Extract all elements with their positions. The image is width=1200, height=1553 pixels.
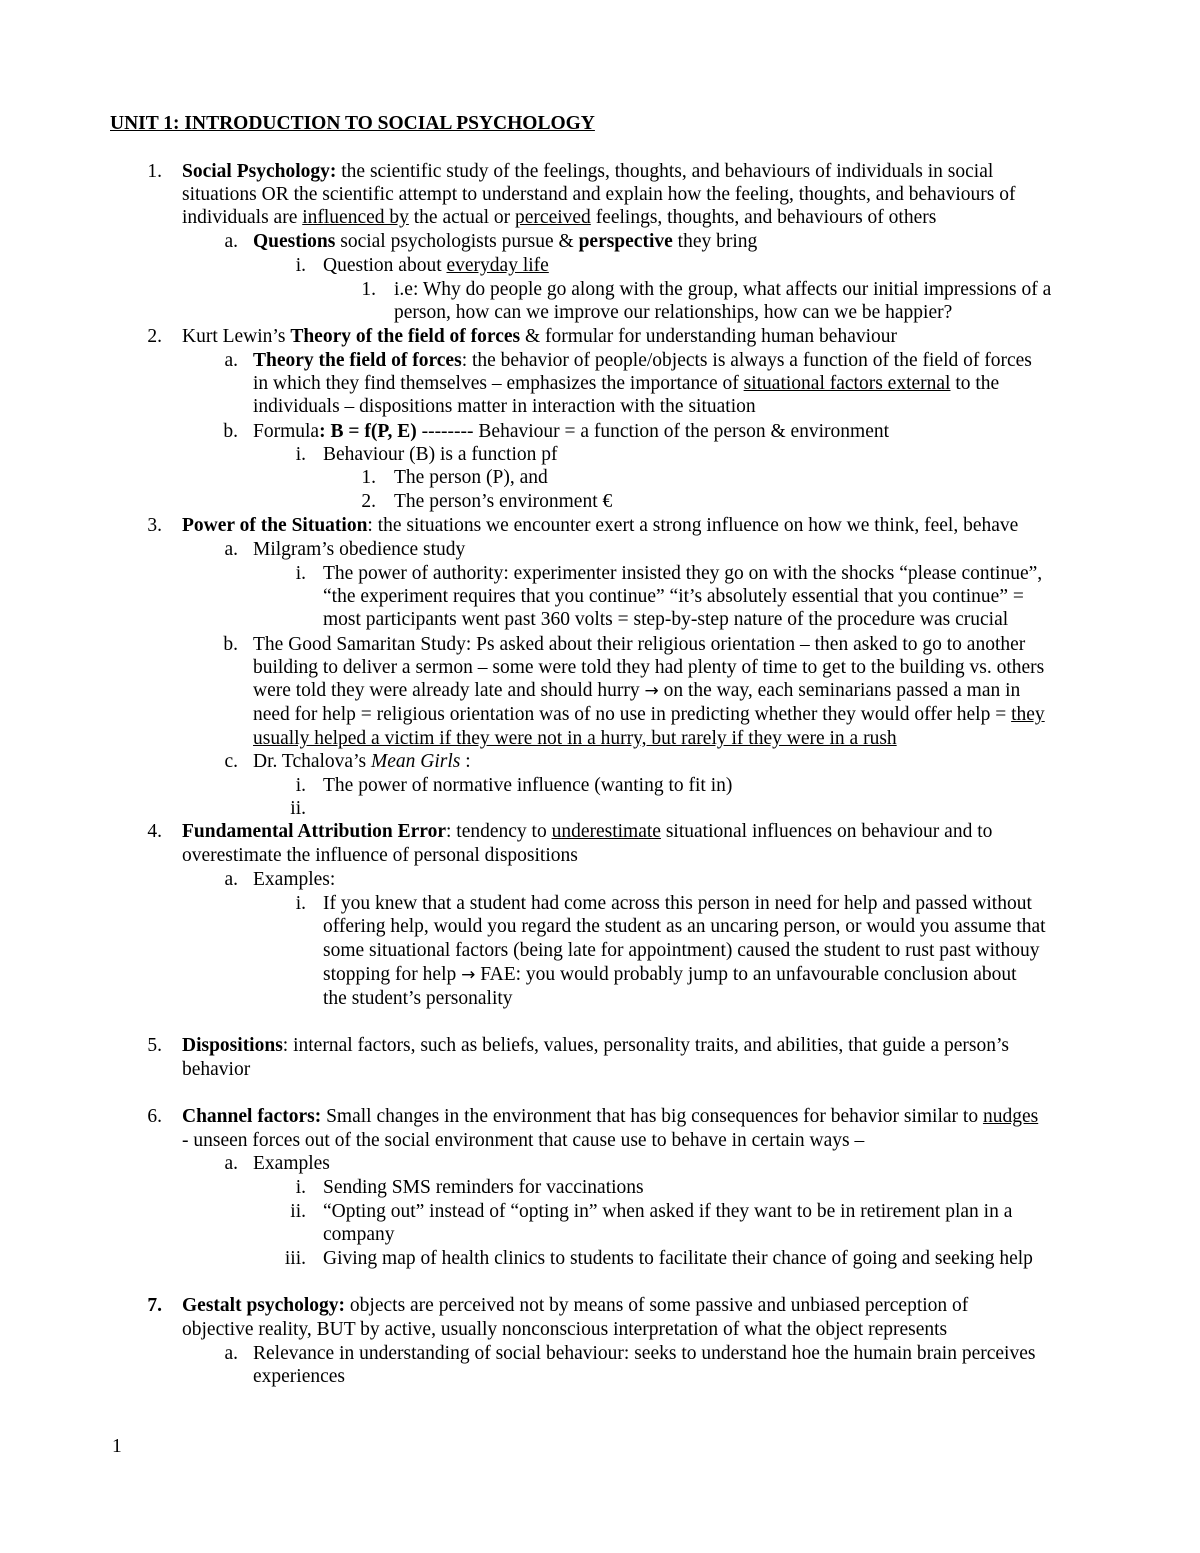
item-4ai-line-2: offering help, would you regard the student as an uncaring person, or would you assume that (323, 916, 1046, 937)
item-3b-line-2: building to deliver a sermon – some were told they had plenty of time to get to the building vs. others (253, 657, 1045, 678)
text: Formula (253, 421, 320, 442)
item-1a-marker: a. (224, 231, 238, 252)
item-1-line-3 (182, 206, 936, 230)
item-6-number: 6. (147, 1106, 162, 1127)
item-3b-line-5: usually helped a victim if they were not in a hurry, but rarely if they were in a rush (253, 728, 897, 749)
underlined-text: they (1011, 704, 1045, 725)
text: were told they were already late and should hurry (253, 680, 645, 701)
text: Dr. Tchalova’s (253, 751, 371, 772)
item-2a-line-3: individuals – dispositions matter in interaction with the situation (253, 396, 756, 417)
item-6-line-1 (182, 1105, 1038, 1129)
right-arrow-icon: → (461, 965, 476, 985)
italic-text: Mean Girls (370, 751, 461, 772)
item-2bi2-text: The person’s environment € (394, 491, 613, 512)
item-3ai-line-2: “the experiment requires that you continue” “it’s absolutely essential that you continue” = (323, 586, 1024, 607)
bold-text: : B = f(P, E) (319, 421, 417, 442)
item-6a-marker: a. (224, 1153, 238, 1174)
item-2bi1-text: The person (P), and (394, 467, 548, 488)
item-7-number: 7. (147, 1295, 162, 1316)
item-1ai-text (323, 254, 549, 278)
underlined-text: underestimate (551, 821, 661, 842)
bold-text: Gestalt psychology: (182, 1295, 346, 1316)
bold-text: Questions (253, 231, 336, 252)
item-2bi-marker: i. (295, 444, 306, 465)
item-6ai-marker: i. (295, 1177, 306, 1198)
item-1a-text (253, 230, 757, 254)
text: FAE: you would probably jump to an unfavourable conclusion about (475, 964, 1017, 985)
item-3a-text: Milgram’s obedience study (253, 539, 466, 560)
text: Small changes in the environment that has big consequences for behavior similar to (321, 1106, 983, 1127)
item-3ai-line-1: The power of authority: experimenter insisted they go on with the shocks “please continue”, (323, 563, 1043, 584)
item-4ai-line-1: If you knew that a student had come across this person in need for help and passed without (323, 893, 1032, 914)
text: situational influences on behaviour and to (660, 821, 993, 842)
underlined-text: perceived (515, 207, 591, 228)
item-7a-line-2: experiences (253, 1366, 346, 1387)
text: feelings, thoughts, and behaviours of others (590, 207, 937, 228)
text: objects are perceived not by means of some passive and unbiased perception of (345, 1295, 969, 1316)
text: the actual or (408, 207, 516, 228)
underlined-text: nudges (982, 1106, 1039, 1127)
item-1ai1-line-1: i.e: Why do people go along with the group, what affects our initial impressions of a (394, 279, 1052, 300)
item-6aii-line-1: “Opting out” instead of “opting in” when asked if they want to be in retirement plan in a (323, 1201, 1013, 1222)
item-4a-text: Examples: (253, 869, 336, 890)
underlined-text: influenced by (302, 207, 409, 228)
item-7-line-1 (182, 1294, 968, 1318)
text: & formular for understanding human behaviour (520, 326, 898, 347)
item-3b-line-1: The Good Samaritan Study: Ps asked about their religious orientation – then asked to go to another (253, 634, 1026, 655)
item-6aiii-text: Giving map of health clinics to students to facilitate their chance of going and seeking help (323, 1248, 1033, 1269)
text: Kurt Lewin’s (182, 326, 291, 347)
item-3b-marker: b. (223, 634, 238, 655)
item-3c-marker: c. (224, 751, 238, 772)
item-3-line-1 (182, 514, 1018, 538)
bold-text: Theory of the field of forces (290, 326, 521, 347)
text: -------- Behaviour = a function of the person & environment (416, 421, 890, 442)
bold-text: Channel factors: (182, 1106, 322, 1127)
item-2bi2-marker: 2. (361, 491, 376, 512)
text: : (460, 751, 471, 772)
item-1-number: 1. (147, 161, 162, 182)
text: in which they find themselves – emphasizes the importance of (253, 373, 744, 394)
underlined-text: everyday life (446, 255, 549, 276)
text: stopping for help (323, 964, 462, 985)
item-4-number: 4. (147, 821, 162, 842)
item-7a-marker: a. (224, 1343, 238, 1364)
right-arrow-icon: → (644, 681, 659, 701)
item-1ai1-line-2: person, how can we improve our relationships, how can we be happier? (394, 302, 953, 323)
item-3ai-line-3: most participants went past 360 volts = step-by-step nature of the procedure was crucial (323, 609, 1009, 630)
item-2a-line-2 (253, 372, 999, 396)
bold-text: perspective (578, 231, 673, 252)
item-4-line-2: overestimate the influence of personal dispositions (182, 845, 578, 866)
item-6aiii-marker: iii. (284, 1248, 306, 1269)
item-6ai-text: Sending SMS reminders for vaccinations (323, 1177, 644, 1198)
item-2bi-text: Behaviour (B) is a function pf (323, 444, 558, 465)
underlined-text: situational factors external (743, 373, 951, 394)
text: Question about (323, 255, 447, 276)
text: they bring (672, 231, 758, 252)
text: : the behavior of people/objects is always a function of the field of forces (461, 350, 1032, 371)
item-3b-line-3 (253, 679, 1020, 703)
page-number: 1 (112, 1436, 122, 1457)
item-1-line-1 (182, 160, 993, 184)
bold-text: Fundamental Attribution Error (182, 821, 446, 842)
item-5-line-2: behavior (182, 1059, 251, 1080)
bold-text: Theory the field of forces (253, 350, 462, 371)
item-5-number: 5. (147, 1035, 162, 1056)
item-4ai-line-5: the student’s personality (323, 988, 513, 1009)
item-6a-text: Examples (253, 1153, 330, 1174)
item-1ai1-marker: 1. (361, 279, 376, 300)
item-2b-text (253, 420, 889, 444)
item-3ci-text: The power of normative influence (wanting to fit in) (323, 775, 733, 796)
item-4ai-line-3: some situational factors (being late for appointment) caused the student to rust past withouy (323, 940, 1040, 961)
text: need for help = religious orientation was of no use in predicting whether they would offer help = (253, 704, 1012, 725)
term-social-psychology: Social Psychology: (182, 161, 337, 182)
text: on the way, each seminarians passed a man in (658, 680, 1021, 701)
item-2bi1-marker: 1. (361, 467, 376, 488)
item-2a-line-1 (253, 349, 1032, 373)
item-3cii-marker: ii. (290, 798, 306, 819)
item-3a-marker: a. (224, 539, 238, 560)
bold-text: Dispositions (182, 1035, 283, 1056)
item-1ai-marker: i. (295, 255, 306, 276)
item-4ai-marker: i. (295, 893, 306, 914)
text: the scientific study of the feelings, thoughts, and behaviours of individuals in social (336, 161, 994, 182)
item-3ai-marker: i. (295, 563, 306, 584)
item-5-line-1 (182, 1034, 1009, 1058)
bold-text: Power of the Situation (182, 515, 368, 536)
item-3ci-marker: i. (295, 775, 306, 796)
text: : internal factors, such as beliefs, values, personality traits, and abilities, that guide a person’s (282, 1035, 1009, 1056)
text: : tendency to (445, 821, 552, 842)
item-2a-marker: a. (224, 350, 238, 371)
text: social psychologists pursue & (335, 231, 579, 252)
item-3c-text (253, 750, 471, 774)
unit-title: UNIT 1: INTRODUCTION TO SOCIAL PSYCHOLOGY (110, 113, 595, 134)
item-4ai-line-4 (323, 963, 1017, 987)
item-2b-marker: b. (223, 421, 238, 442)
text: individuals are (182, 207, 303, 228)
item-4a-marker: a. (224, 869, 238, 890)
item-3-number: 3. (147, 515, 162, 536)
item-4-line-1 (182, 820, 992, 844)
item-3b-line-4 (253, 703, 1045, 727)
text: : the situations we encounter exert a strong influence on how we think, feel, behave (367, 515, 1019, 536)
text: to the (950, 373, 1000, 394)
item-7-line-2: objective reality, BUT by active, usually nonconscious interpretation of what the object represents (182, 1319, 948, 1340)
item-2-number: 2. (147, 326, 162, 347)
item-6aii-marker: ii. (290, 1201, 306, 1222)
item-6-line-2: - unseen forces out of the social environment that cause use to behave in certain ways – (182, 1130, 865, 1151)
item-1-line-2: situations OR the scientific attempt to understand and explain how the feeling, thoughts, and behaviours of (182, 184, 1016, 205)
item-7a-line-1: Relevance in understanding of social behaviour: seeks to understand hoe the humain brain perceives (253, 1343, 1036, 1364)
item-6aii-line-2: company (323, 1224, 395, 1245)
item-2-line-1 (182, 325, 897, 349)
